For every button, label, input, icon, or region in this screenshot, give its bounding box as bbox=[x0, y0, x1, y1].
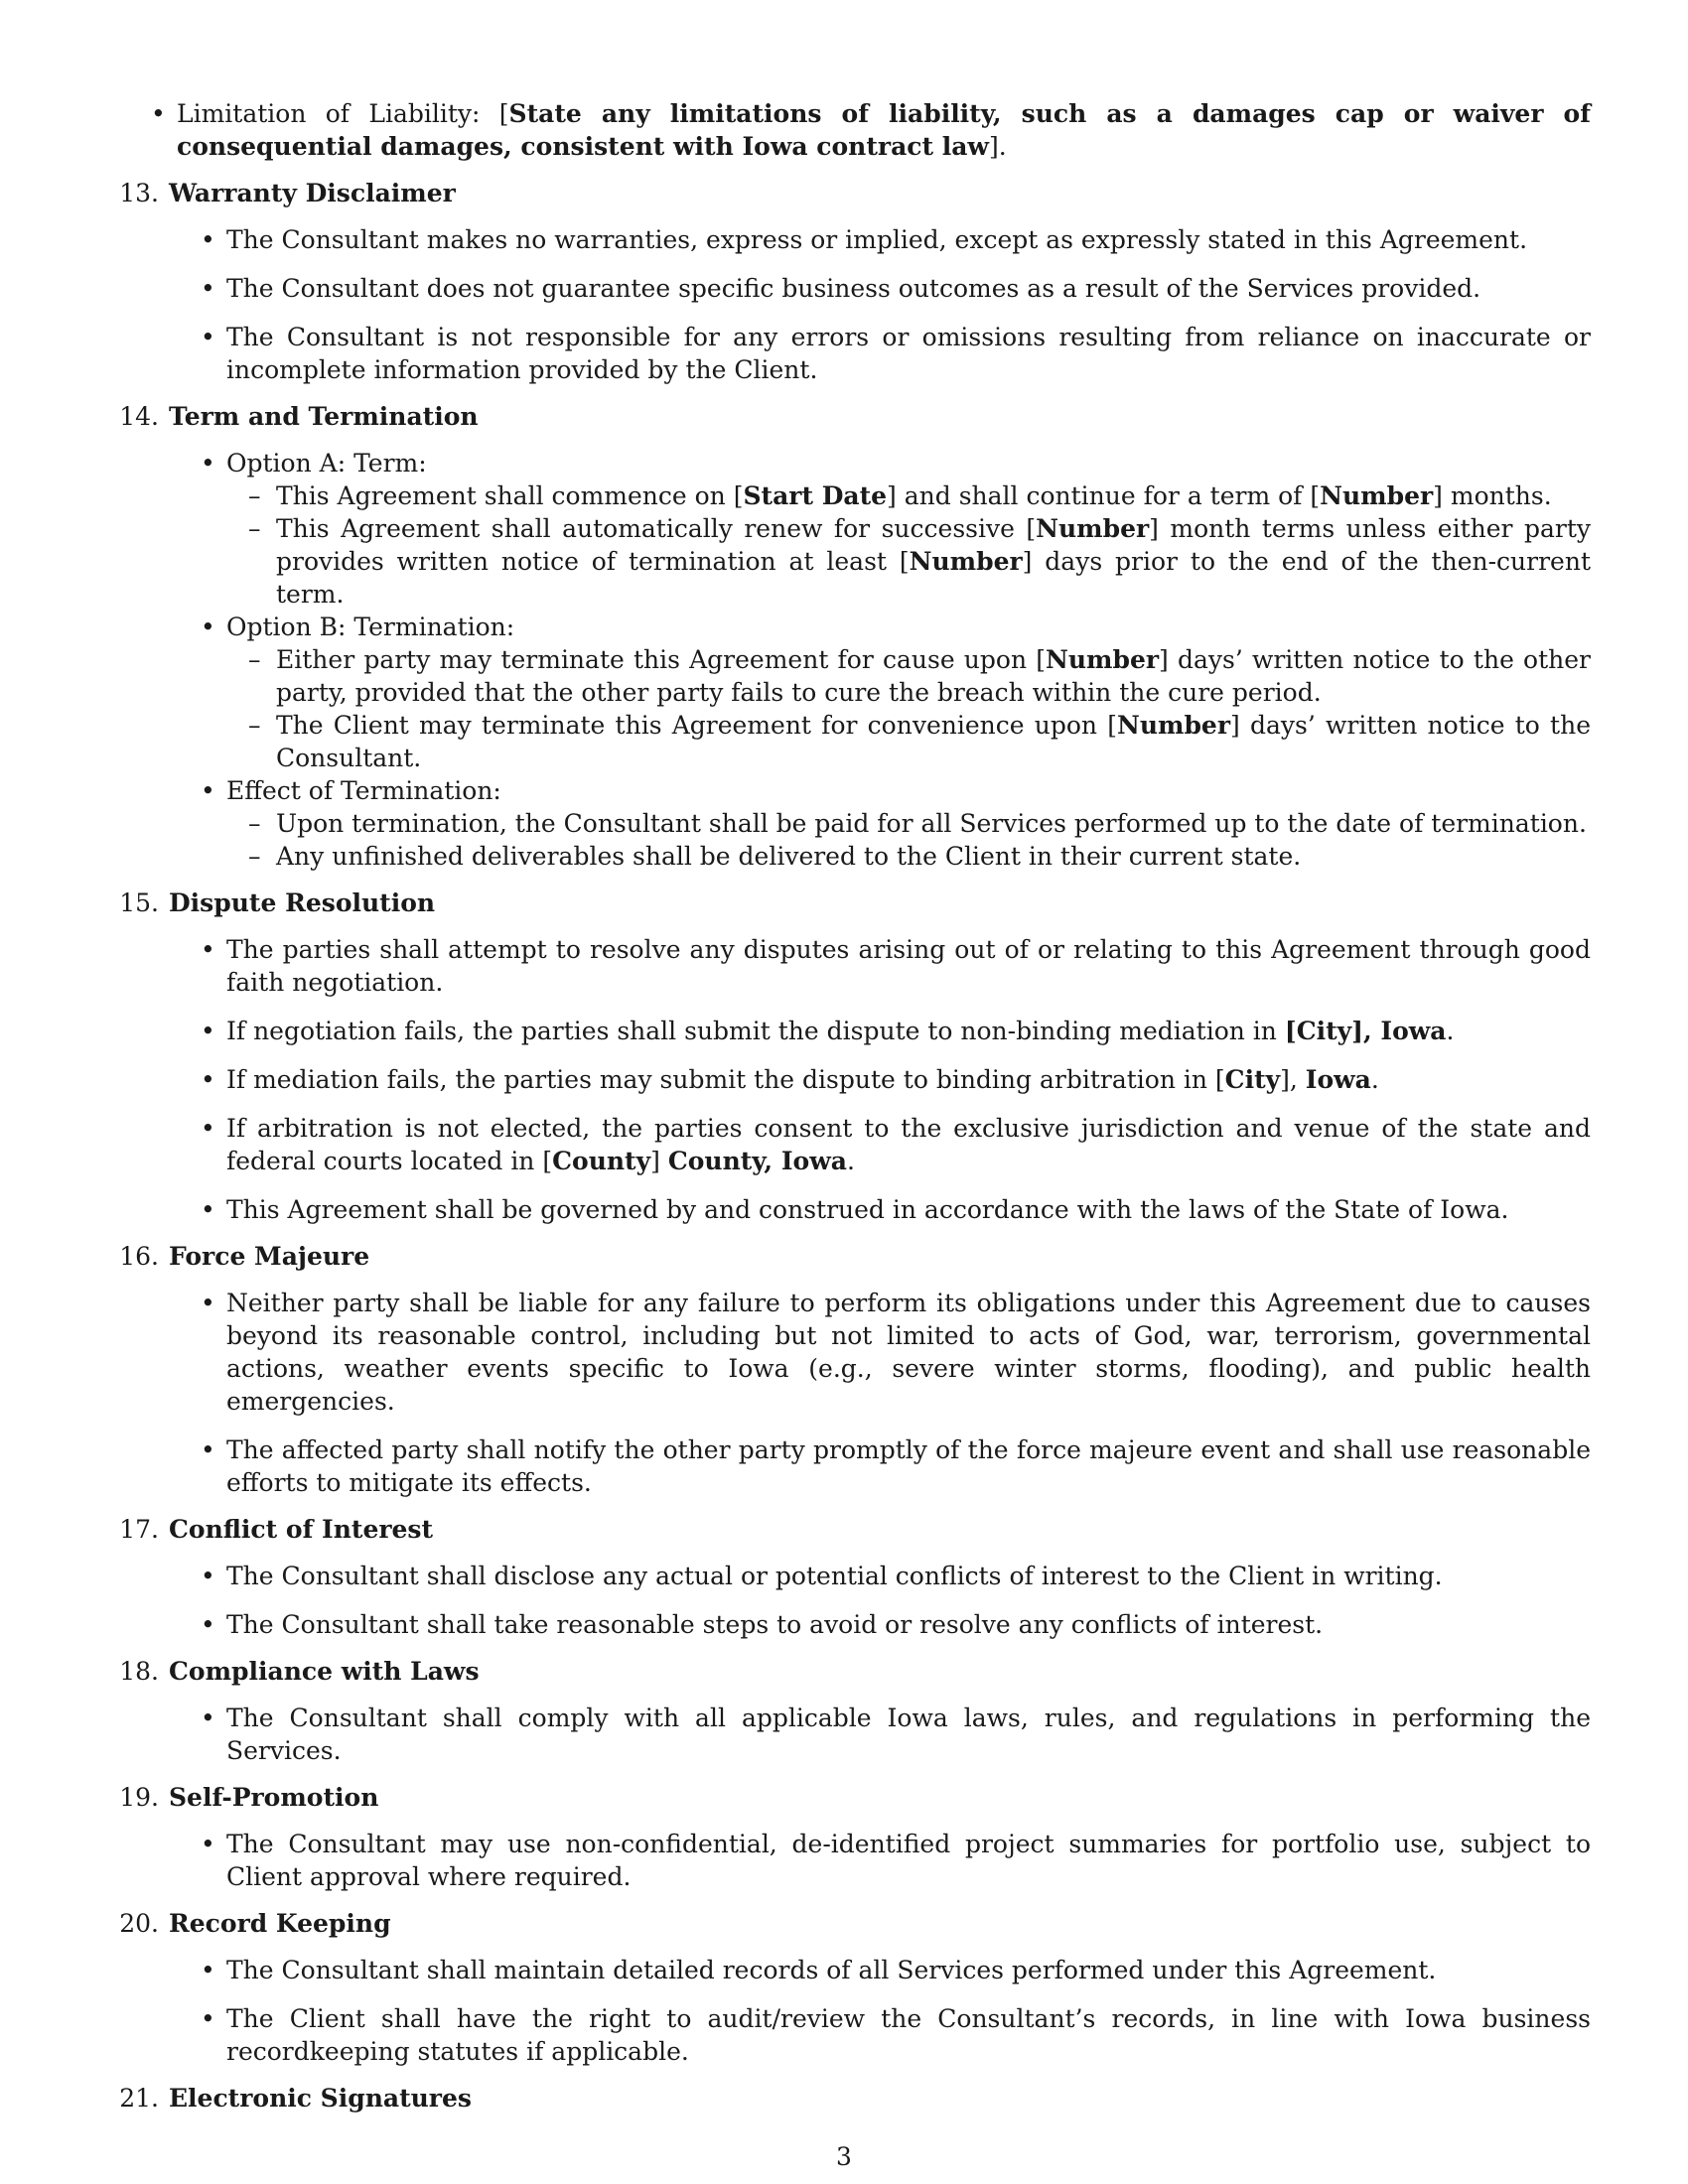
list-item: • The affected party shall notify the other party promptly of the force majeure event and shall use reasonable efforts to mitigate its effects. bbox=[226, 1433, 1591, 1499]
list-item: • The Consultant is not responsible for any errors or omissions resulting from reliance on inaccurate or incomplete information provided by the Client. bbox=[226, 321, 1591, 386]
section-title: Term and Termination bbox=[169, 402, 479, 431]
list-item: • The parties shall attempt to resolve any disputes arising out of or relating to this Agreement through good faith negotiation. bbox=[226, 933, 1591, 999]
list-item: • If mediation fails, the parties may submit the dispute to binding arbitration in [City], Iowa. bbox=[226, 1063, 1591, 1096]
list-item: • The Consultant does not guarantee specific business outcomes as a result of the Services provided. bbox=[226, 272, 1591, 305]
sub-item: – This Agreement shall automatically renew for successive [Number] month terms unless either party provides written notice of termination at least [Number] days prior to the end of the then-current term. bbox=[276, 512, 1591, 611]
section-title: Conflict of Interest bbox=[169, 1515, 434, 1544]
section-16: 16. Force Majeure • Neither party shall be liable for any failure to perform its obligations under this Agreement due to causes beyond its reasonable control, including but not limited to acts of God, war, terrorism, governmental actions, weather events specific to Iowa (e.g., severe winter storms, flooding), and public health emergencies. • The affected party shall notify the other party promptly of the force majeure event and shall use reasonable efforts to mitigate its effects. bbox=[119, 1240, 1591, 1499]
section-title: Record Keeping bbox=[169, 1909, 391, 1938]
section-21: 21. Electronic Signatures bbox=[119, 2084, 472, 2113]
list-item: • The Consultant makes no warranties, express or implied, except as expressly stated in this Agreement. bbox=[226, 223, 1591, 256]
section-title: Warranty Disclaimer bbox=[169, 179, 456, 207]
list-item: • Option A: Term: – This Agreement shall commence on [Start Date] and shall continue for a term of [Number] months. – This Agreement shall automatically renew for successive [Number] month terms unless either party provides written notice of termination at least [Number] days prior to the end of the then-current term. bbox=[226, 447, 1591, 611]
list-item: • The Consultant shall take reasonable steps to avoid or resolve any conflicts of interest. bbox=[226, 1608, 1591, 1641]
section-15: 15. Dispute Resolution • The parties shall attempt to resolve any disputes arising out of or relating to this Agreement through good faith negotiation. • If negotiation fails, the parties shall submit the dispute to non-binding mediation in [City], Iowa. • If mediation fails, the parties may submit the dispute to binding arbitration in [City], Iowa. • If arbitration is not elected, the parties consent to the exclusive jurisdiction and venue of the state and federal courts located in [County] County, Iowa. • This Agreement shall be governed by and construed in accordance with the laws of the State of Iowa. bbox=[119, 887, 1591, 1226]
list-item: • The Consultant shall disclose any actual or potential conflicts of interest to the Client in writing. bbox=[226, 1560, 1591, 1592]
section-19: 19. Self-Promotion • The Consultant may use non-confidential, de-identified project summaries for portfolio use, subject to Client approval where required. bbox=[119, 1781, 1591, 1893]
section-title: Compliance with Laws bbox=[169, 1657, 480, 1686]
liability-list bbox=[119, 97, 1591, 163]
sub-item: – Upon termination, the Consultant shall be paid for all Services performed up to the date of termination. bbox=[276, 807, 1591, 840]
page-number: 3 bbox=[836, 2142, 852, 2171]
sub-item: – The Client may terminate this Agreement for convenience upon [Number] days’ written notice to the Consultant. bbox=[276, 709, 1591, 774]
list-item: • Neither party shall be liable for any failure to perform its obligations under this Agreement due to causes beyond its reasonable control, including but not limited to acts of God, war, terrorism, governmental actions, weather events specific to Iowa (e.g., severe winter storms, flooding), and public health emergencies. bbox=[226, 1287, 1591, 1418]
list-item: • Limitation of Liability: [State any limitations of liability, such as a damages cap or waiver of consequential damages, consistent with Iowa contract law]. bbox=[177, 97, 1591, 163]
list-item: • The Consultant shall comply with all applicable Iowa laws, rules, and regulations in performing the Services. bbox=[226, 1702, 1591, 1767]
section-13: 13. Warranty Disclaimer • The Consultant makes no warranties, express or implied, except as expressly stated in this Agreement. • The Consultant does not guarantee specific business outcomes as a result of the Services provided. • The Consultant is not responsible for any errors or omissions resulting from reliance on inaccurate or incomplete information provided by the Client. bbox=[119, 177, 1591, 386]
list-item: • The Consultant may use non-confidential, de-identified project summaries for portfolio use, subject to Client approval where required. bbox=[226, 1828, 1591, 1893]
list-item: • This Agreement shall be governed by and construed in accordance with the laws of the State of Iowa. bbox=[226, 1193, 1591, 1226]
section-title: Dispute Resolution bbox=[169, 888, 436, 917]
sub-item: – Either party may terminate this Agreement for cause upon [Number] days’ written notice to the other party, provided that the other party fails to cure the breach within the cure period. bbox=[276, 643, 1591, 709]
list-item: • If negotiation fails, the parties shall submit the dispute to non-binding mediation in [City], Iowa. bbox=[226, 1015, 1591, 1047]
section-17: 17. Conflict of Interest • The Consultant shall disclose any actual or potential conflicts of interest to the Client in writing. • The Consultant shall take reasonable steps to avoid or resolve any conflicts of interest. bbox=[119, 1513, 1591, 1641]
list-item: • Effect of Termination: – Upon termination, the Consultant shall be paid for all Services performed up to the date of termination. – Any unfinished deliverables shall be delivered to the Client in their current state. bbox=[226, 774, 1591, 873]
list-item: • Option B: Termination: – Either party may terminate this Agreement for cause upon [Number] days’ written notice to the other party, provided that the other party fails to cure the breach within the cure period. – The Client may terminate this Agreement for convenience upon [Number] days’ written notice to the Consultant. bbox=[226, 611, 1591, 774]
section-title: Force Majeure bbox=[169, 1242, 370, 1271]
document-body bbox=[119, 97, 1591, 2115]
section-title: Self-Promotion bbox=[169, 1783, 379, 1812]
section-20: 20. Record Keeping • The Consultant shall maintain detailed records of all Services performed under this Agreement. • The Client shall have the right to audit/review the Consultant’s records, in line with Iowa business recordkeeping statutes if applicable. bbox=[119, 1907, 1591, 2068]
list-item: • If arbitration is not elected, the parties consent to the exclusive jurisdiction and venue of the state and federal courts located in [County] County, Iowa. bbox=[226, 1112, 1591, 1177]
section-title: Electronic Signatures bbox=[169, 2084, 472, 2113]
sub-item: – Any unfinished deliverables shall be delivered to the Client in their current state. bbox=[276, 840, 1591, 873]
sub-item: – This Agreement shall commence on [Start Date] and shall continue for a term of [Number] months. bbox=[276, 479, 1591, 512]
section-18: 18. Compliance with Laws • The Consultant shall comply with all applicable Iowa laws, rules, and regulations in performing the Services. bbox=[119, 1655, 1591, 1767]
section-14: 14. Term and Termination • Option A: Term: – This Agreement shall commence on [Start Date] and shall continue for a term of [Number] months. – This Agreement shall automatically renew for successive [Number] month terms unless either party provides written notice of termination at least [Number] days prior to the end of the then-current term. • Option B: Termination: – Either party may terminate this Agreement for cause upon [Number] days’ written notice to the other party, provided that the other party fails to cure the breach within the cure period. – The Client may terminate this Agreement for convenience upon [Number] days’ written notice to the Consultant. • Effect of Termination: – Upon termination, the Consultant shall be paid for all Services performed up to the date of termination. – Any unfinished deliverables shall be delivered to the Client in their current state. bbox=[119, 400, 1591, 873]
list-item: • The Consultant shall maintain detailed records of all Services performed under this Agreement. bbox=[226, 1954, 1591, 1986]
list-item: • The Client shall have the right to audit/review the Consultant’s records, in line with Iowa business recordkeeping statutes if applicable. bbox=[226, 2002, 1591, 2068]
